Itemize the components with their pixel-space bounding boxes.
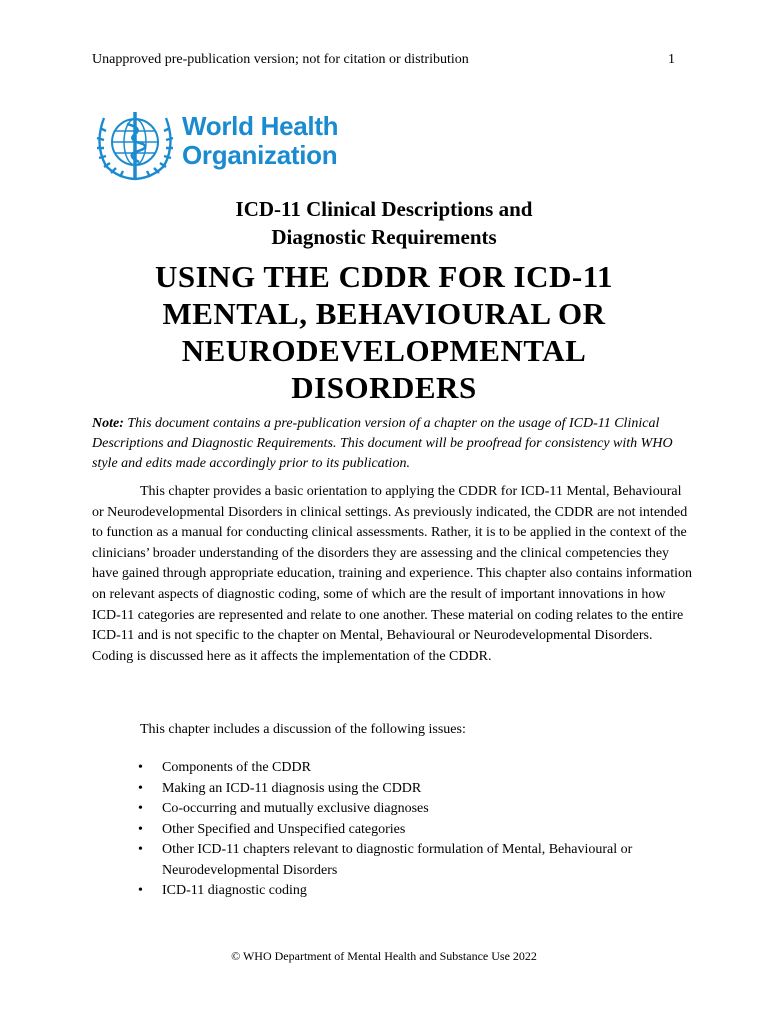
title-line: DISORDERS (291, 370, 477, 405)
list-item-text: Co-occurring and mutually exclusive diagnoses (162, 801, 429, 816)
list-item (138, 779, 698, 800)
title-line: USING THE CDDR FOR ICD-11 (154, 259, 614, 294)
title-line: MENTAL, BEHAVIOURAL OR (162, 296, 606, 331)
bullet-icon: • (138, 760, 143, 775)
org-name-line1: World Health (182, 111, 339, 141)
page-title (0, 258, 768, 406)
footer-copyright: © WHO Department of Mental Health and Substance Use 2022 (231, 949, 537, 963)
issues-list (138, 758, 698, 902)
list-item-text: Other ICD-11 chapters relevant to diagnostic formulation of Mental, Behavioural or Neurodevelopmental Disorders (162, 842, 633, 878)
subtitle (0, 195, 768, 251)
subtitle-line: ICD-11 Clinical Descriptions and (235, 197, 533, 221)
list-item-text: Components of the CDDR (162, 760, 311, 775)
pre-publication-note (92, 414, 692, 474)
header-note: Unapproved pre-publication version; not for citation or distribution (92, 52, 469, 67)
page-number: 1 (668, 52, 675, 67)
list-item-text: ICD-11 diagnostic coding (162, 883, 307, 898)
list-item (138, 799, 698, 820)
who-logo (92, 106, 352, 182)
note-label: Note: (92, 416, 124, 431)
subtitle-line: Diagnostic Requirements (271, 225, 497, 249)
bullet-icon: • (138, 801, 143, 816)
issues-intro: This chapter includes a discussion of the following issues: (140, 722, 466, 737)
list-item (138, 820, 698, 841)
note-text: This document contains a pre-publication version of a chapter on the usage of ICD-11 Clinical Descriptions and Diagnostic Requirements. This document will be proofread for consistency with WHO style and edits made accordingly prior to its publication. (92, 416, 673, 471)
list-item-text: Making an ICD-11 diagnosis using the CDDR (162, 780, 422, 796)
who-emblem-icon (92, 106, 178, 182)
list-item (138, 840, 698, 881)
bullet-icon: • (138, 821, 143, 837)
list-item (138, 758, 698, 779)
bullet-icon: • (138, 883, 143, 898)
bullet-icon: • (138, 842, 143, 857)
org-name-line2: Organization (182, 140, 338, 170)
title-line: NEURODEVELOPMENTAL (181, 333, 587, 368)
bullet-icon: • (138, 780, 143, 796)
body-paragraph-text: This chapter provides a basic orientation to applying the CDDR for ICD-11 Mental, Behavioural or Neurodevelopmental Disorders in clinical settings. As previously indicated, the CDDR are not intended to function as a manual for conducting clinical assessments. Rather, it is to be applied in the context of the clinicians’ broader understanding of the disorders they are assessing and the clinical competencies they have gained through appropriate education, training and experience. This chapter also contains information on relevant aspects of diagnostic coding, some of which are the result of important innovations in how ICD-11 categories are represented and relate to one another. These material on coding relates to the entire ICD-11 and is not specific to the chapter on Mental, Behavioural or Neurodevelopmental Disorders. Coding is discussed here as it affects the implementation of the CDDR. (92, 484, 692, 664)
organization-name (182, 112, 338, 170)
list-item (138, 881, 698, 902)
body-paragraph (92, 482, 692, 667)
list-item-text: Other Specified and Unspecified categories (162, 821, 406, 837)
